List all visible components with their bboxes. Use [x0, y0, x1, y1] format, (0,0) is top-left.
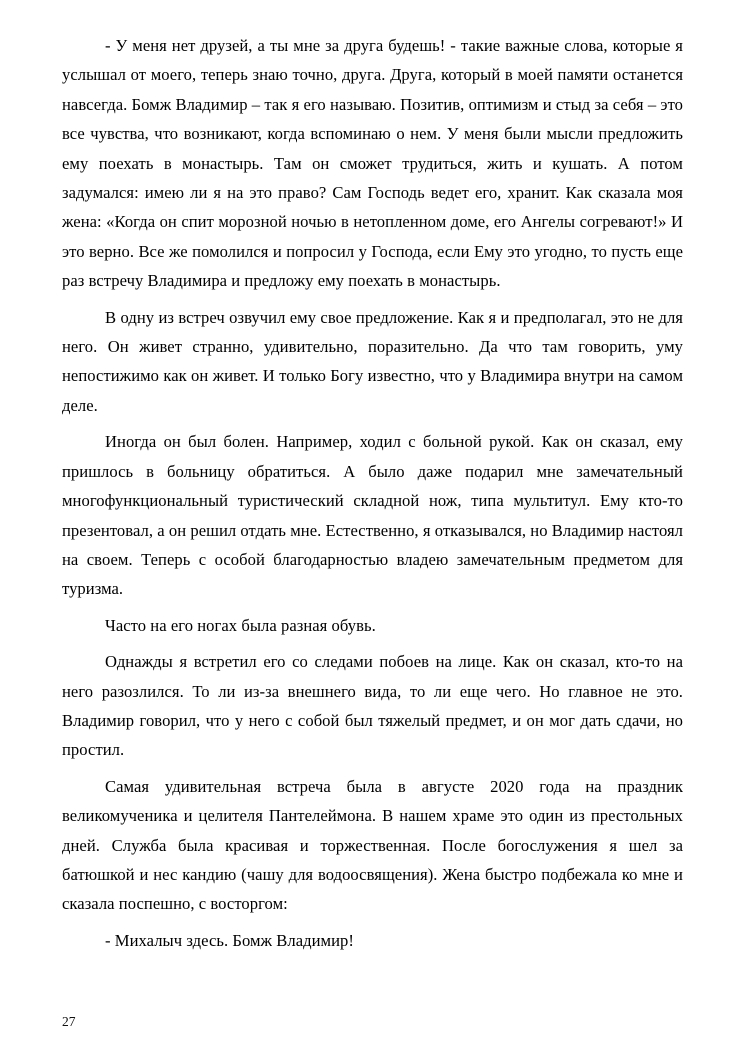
paragraph-6: Самая удивительная встреча была в августе 2020 года на праздник великомученика и целителя Пантелеймона. В нашем храме это один из престольных дней. Служба была красивая и торжественная. После богослужения я шел за батюшкой и нес кандию (чашу для водоосвящения). Жена быстро подбежала ко мне и сказала поспешно, с восторгом: [62, 776, 683, 914]
paragraph-4: Часто на его ногах была разная обувь. [105, 615, 376, 635]
paragraph-2: В одну из встреч озвучил ему свое предложение. Как я и предполагал, это не для него. Он живет странно, удивительно, поразительно. Да что там говорить, уму непостижимо как он живет. И только Богу известно, что у Владимира внутри на самом деле. [62, 307, 683, 415]
paragraph-3: Иногда он был болен. Например, ходил с больной рукой. Как он сказал, ему пришлось в больницу обратиться. А было даже подарил мне замечательный многофункциональный туристический складной нож, типа мультитул. Ему кто-то презентовал, а он решил отдать мне. Естественно, я отказывался, но Владимир настоял на своем. Теперь с особой благодарностью владею замечательным предметом для туризма. [62, 432, 683, 599]
body-text-column [62, 31, 683, 955]
paragraph-7-dialogue: - Михалыч здесь. Бомж Владимир! [105, 930, 354, 950]
paragraph-1: - У меня нет друзей, а ты мне за друга будешь! - такие важные слова, которые я услышал от моего, теперь знаю точно, друга. Друга, который в моей памяти останется навсегда. Бомж Владимир – так я его называю. Позитив, оптимизм и стыд за себя – это все чувства, что возникают, когда вспоминаю о нем. У меня были мысли предложить ему поехать в монастырь. Там он сможет трудиться, жить и кушать. А потом задумался: имею ли я на это право? Сам Господь ведет его, хранит. Как сказала моя жена: «Когда он спит морозной ночью в нетопленном доме, его Ангелы согревают!» И это верно. Все же помолился и попросил у Господа, если Ему это угодно, то пусть еще раз встречу Владимира и предложу ему поехать в монастырь. [62, 36, 683, 291]
page-number: 27 [62, 1014, 76, 1029]
paragraph-5: Однажды я встретил его со следами побоев на лице. Как он сказал, кто-то на него разозлился. То ли из-за внешнего вида, то ли еще чего. Но главное не это. Владимир говорил, что у него с собой был тяжелый предмет, и он мог дать сдачи, но простил. [62, 652, 683, 760]
